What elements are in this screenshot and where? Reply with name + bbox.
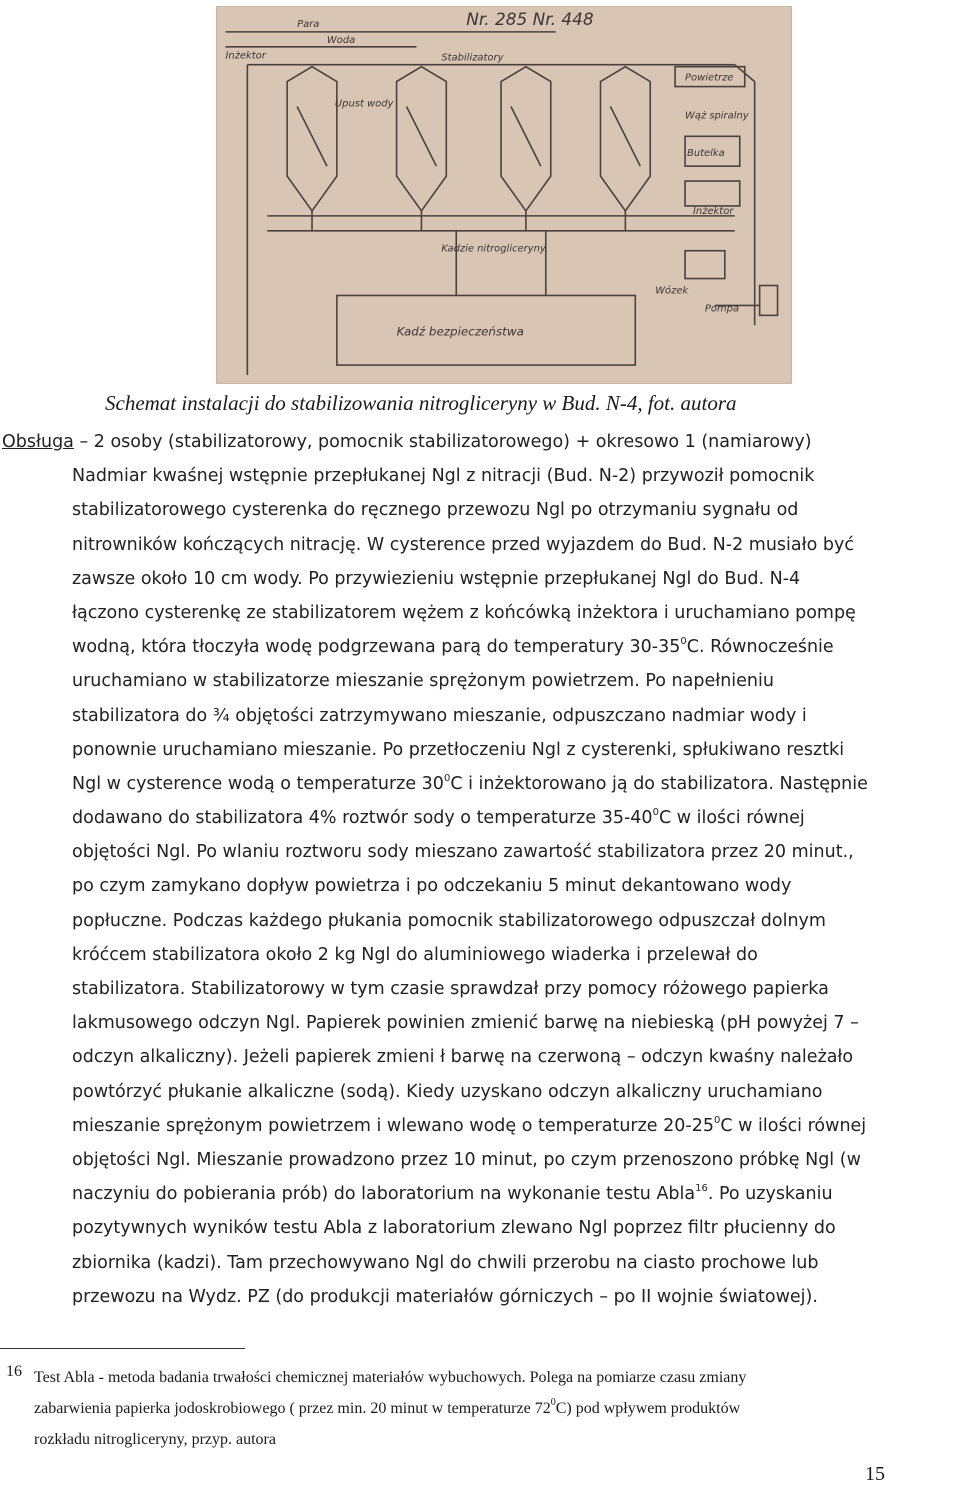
text-line: przewozu na Wydz. PZ (do produkcji materiałów górniczych – po II wojnie światowej). xyxy=(72,1286,818,1307)
inzektor2-label: Inżektor xyxy=(692,205,734,217)
text-line: Ngl w cysterence wodą o temperaturze $30^0C$ i inżektorowano ją do stabilizatora. Następnie xyxy=(72,772,868,794)
schematic-number-label: Nr. 285 Nr. 448 xyxy=(466,8,594,29)
para-label: Para xyxy=(297,18,320,30)
text-line: dodawano do stabilizatora 4% roztwór sody o temperaturze $35-40^0C$ w ilości równej xyxy=(72,807,805,829)
text-line: popłuczne. Podczas każdego płukania pomocnik stabilizatorowego odpuszczał dolnym xyxy=(72,910,826,931)
woda-label: Woda xyxy=(326,34,356,46)
text-line: króćcem stabilizatora około 2 kg Ngl do aluminiowego wiaderka i przelewał do xyxy=(72,944,758,965)
text-line: stabilizatora do ¾ objętości zatrzymywano mieszanie, odpuszczano nadmiar wody i xyxy=(72,705,807,726)
text-line: powtórzyć płukanie alkaliczne (sodą). Kiedy uzyskano odczyn alkaliczny uruchamiano xyxy=(72,1081,823,1102)
obsluga-label: Obsługa xyxy=(2,432,74,452)
text-line: wodną, która tłoczyła wodę podgrzewana parą do temperatury $30-35^0C$. Równocześnie xyxy=(72,636,834,658)
page-number: 15 xyxy=(865,1463,885,1485)
text-line: objętości Ngl. Po wlaniu roztworu sody mieszano zawartość stabilizatora przez 20 minut., xyxy=(72,842,854,863)
text-line: łączono cysterenkę ze stabilizatorem wężem z końcówką inżektora i uruchamiano pompę xyxy=(72,602,856,623)
kadz-label: Kadź bezpieczeństwa xyxy=(396,324,524,339)
text-line: nitrowników kończących nitrację. W cysterence przed wyjazdem do Bud. N-2 musiało być xyxy=(72,534,854,555)
text-line: stabilizatora. Stabilizatorowy w tym czasie sprawdzał przy pomocy różowego papierka xyxy=(72,979,829,999)
text-line: mieszanie sprężonym powietrzem i wlewano wodę o temperaturze $20-25^0C$ w ilości równej xyxy=(72,1114,867,1136)
footnote-ref: 16 xyxy=(695,1183,708,1195)
kadzie-label: Kadzie nitrogliceryny xyxy=(441,243,546,255)
text-line: zawsze około 10 cm wody. Po przywiezieniu wstępnie przepłukanej Ngl do Bud. N-4 xyxy=(72,568,801,589)
text-line: odczyn alkaliczny). Jeżeli papierek zmieni ł barwę na czerwoną – odczyn kwaśny należało xyxy=(72,1047,854,1068)
powietrze-label: Powietrze xyxy=(685,72,734,84)
figure-caption: Schemat instalacji do stabilizowania nitrogliceryny w Bud. N-4, fot. autora xyxy=(105,391,737,415)
text-line: lakmusowego odczyn Ngl. Papierek powinien zmienić barwę na niebieską (pH powyżej 7 – xyxy=(72,1013,859,1034)
body-paragraph xyxy=(2,425,960,1314)
text-line: naczyniu do pobierania prób) do laboratorium na wykonanie testu Abla$^{16}$. Po uzyskaniu xyxy=(72,1183,833,1205)
wozek-label: Wózek xyxy=(655,285,689,297)
footnote-divider xyxy=(0,1348,245,1349)
text-line: ponownie uruchamiano mieszanie. Po przetłoczeniu Ngl z cysterenki, spłukiwano resztki xyxy=(72,739,845,760)
installation-schematic-photo xyxy=(216,6,792,384)
footnote-number: 16 xyxy=(6,1363,22,1380)
butelka-label: Butelka xyxy=(687,148,725,160)
pompa-label: Pompa xyxy=(704,303,740,315)
inzektor-label: Inżektor xyxy=(225,50,266,62)
schematic-drawing xyxy=(217,7,791,383)
text-line: pozytywnych wyników testu Abla z laboratorium zlewano Ngl poprzez filtr płucienny do xyxy=(72,1218,836,1239)
text-line: po czym zamykano dopływ powietrza i po odczekaniu 5 minut dekantowano wody xyxy=(72,876,792,897)
text-line: Nadmiar kwaśnej wstępnie przepłukanej Ngl z nitracji (Bud. N-2) przywoził pomocnik xyxy=(72,466,815,487)
upust-wody-label: Upust wody xyxy=(334,98,394,110)
text-line: stabilizatorowego cysterenka do ręcznego przewozu Ngl po otrzymaniu sygnału od xyxy=(72,500,799,521)
text-line: zbiornika (kadzi). Tam przechowywano Ngl do chwili przerobu na ciasto prochowe lub xyxy=(72,1252,819,1273)
waz-label: Wąż spiralny xyxy=(685,110,749,122)
text-line: Obsługa – 2 osoby (stabilizatorowy, pomocnik stabilizatorowego) + okresowo 1 (namiarowy) xyxy=(2,432,812,452)
text-line: objętości Ngl. Mieszanie prowadzono przez 10 minut, po czym przenoszono próbkę Ngl (w xyxy=(72,1149,861,1170)
footnote: Test Abla - metoda badania trwałości chemicznej materiałów wybuchowych. Polega na pomiarze czasu zmiany zabarwienia papierka jodoskrobiowego ( przez min. 20 minut w temperaturze $72^0C$) pod wpływem produktów rozkładu nitrogliceryny, przyp. autora xyxy=(34,1369,747,1448)
stabilizatory-label: Stabilizatory xyxy=(441,52,504,64)
text-line: uruchamiano w stabilizatorze mieszanie sprężonym powietrzem. Po napełnieniu xyxy=(72,671,774,692)
